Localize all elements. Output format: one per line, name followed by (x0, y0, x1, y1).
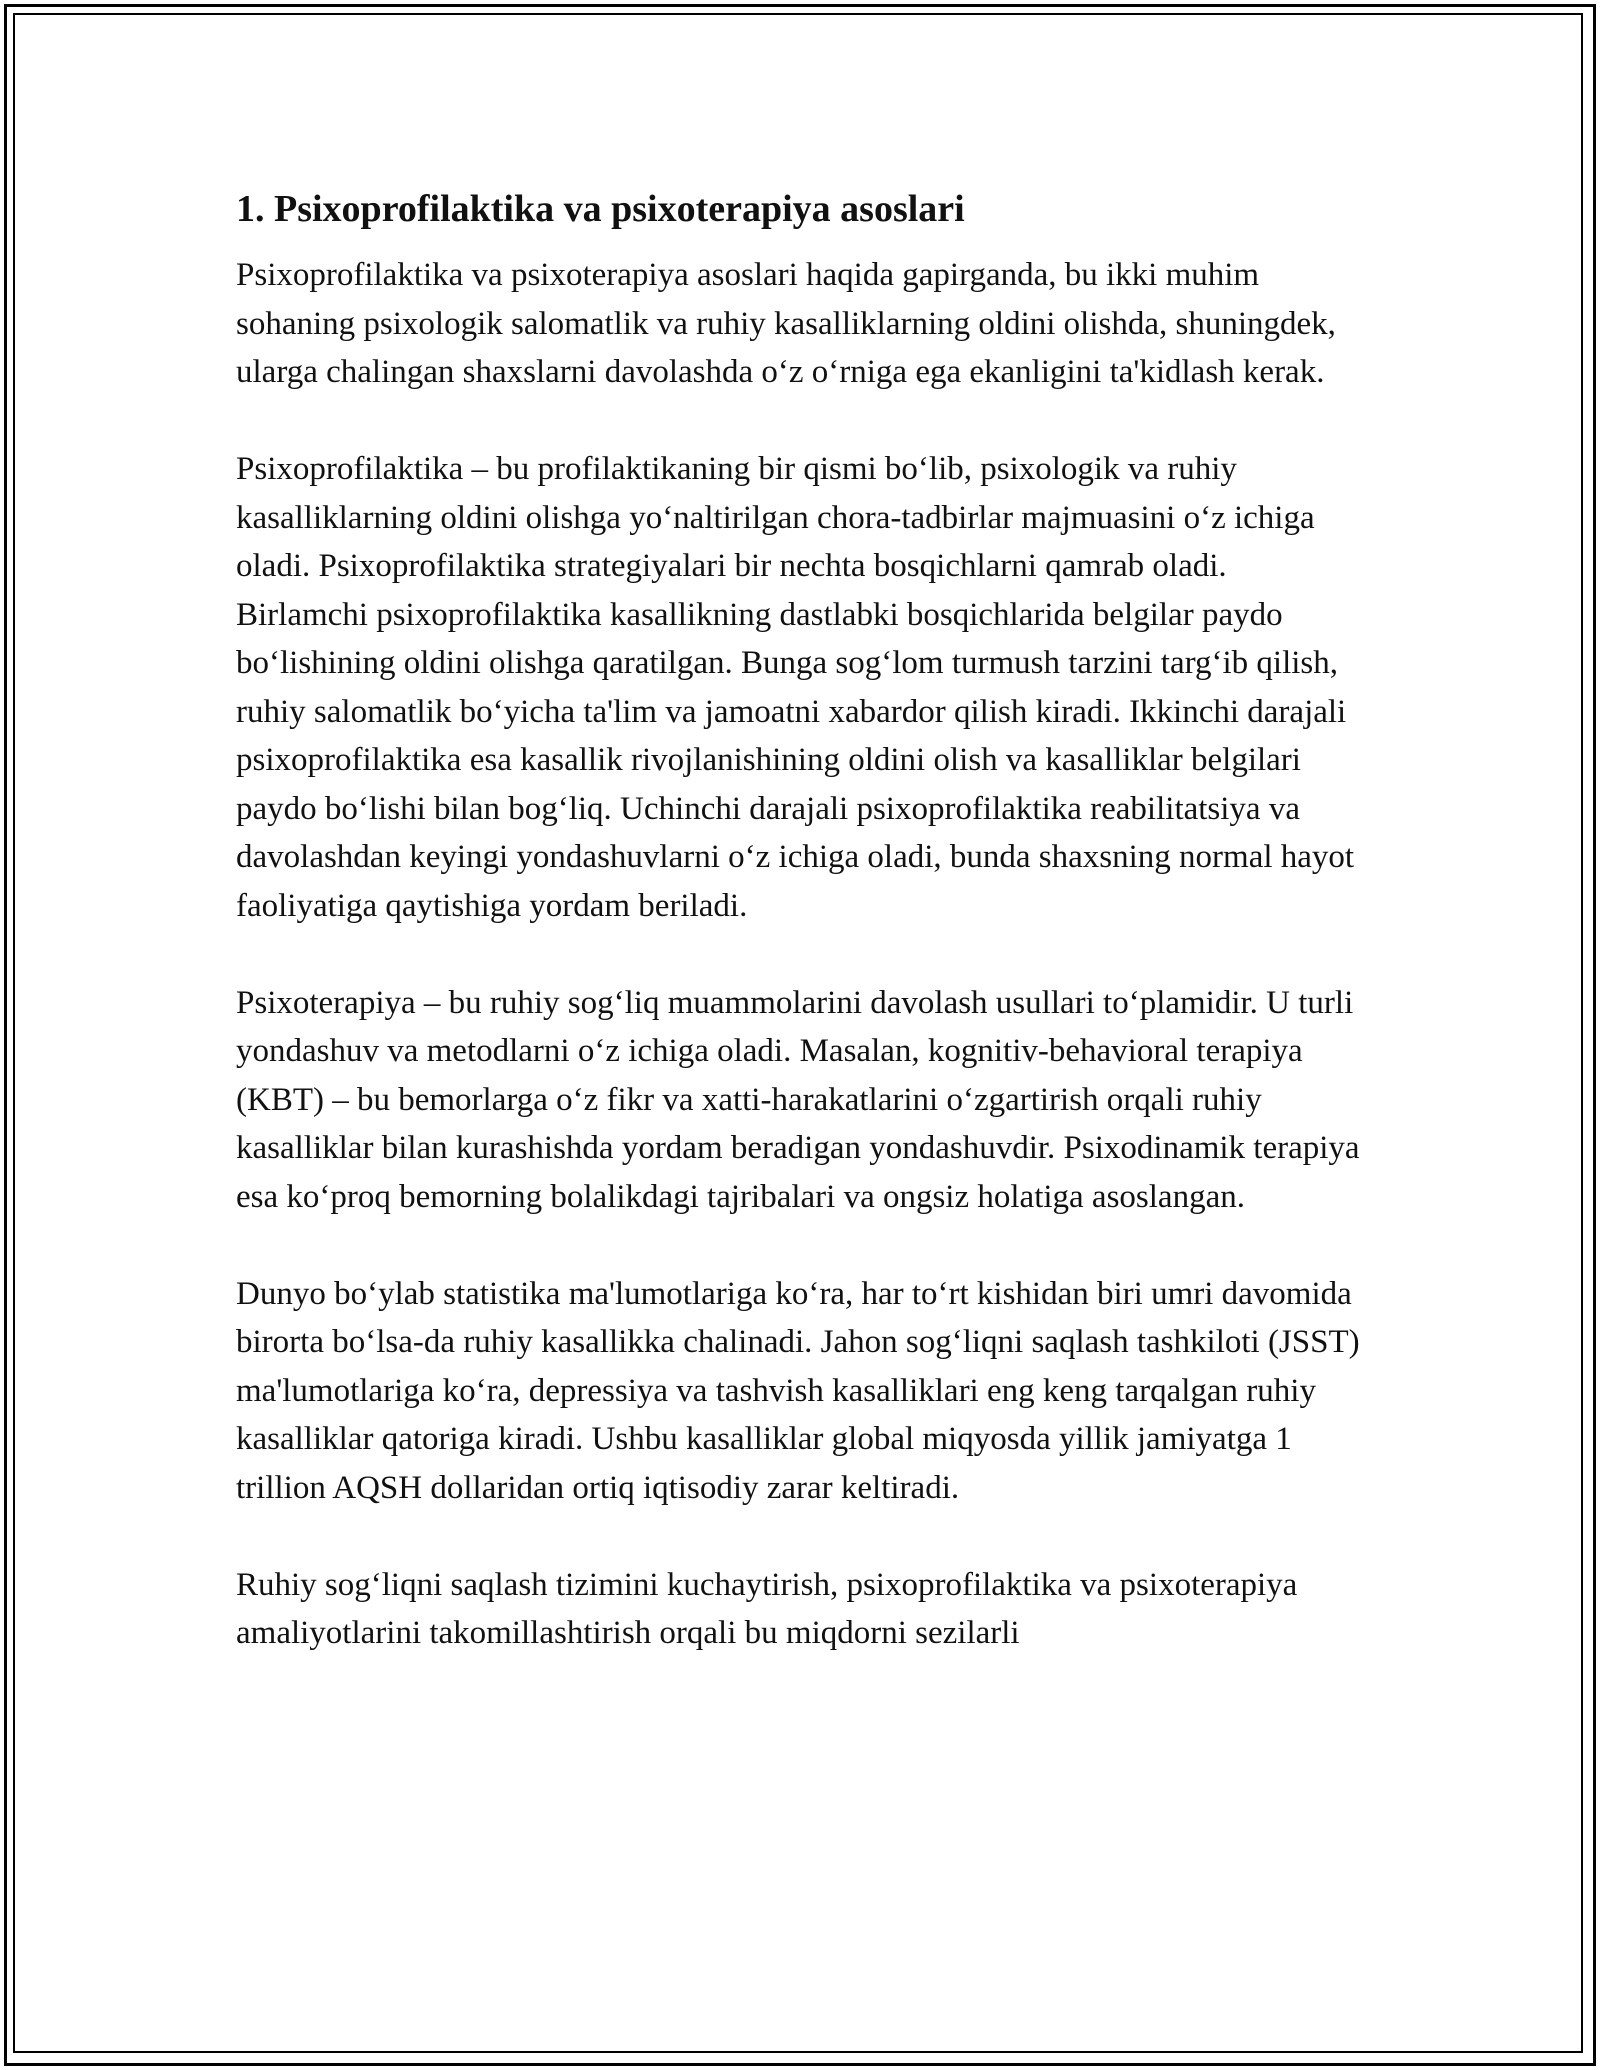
document-body (236, 185, 1366, 1706)
paragraph-statistics: Dunyo bo‘ylab statistika ma'lumotlariga ko‘ra, har to‘rt kishidan biri umri davomida birorta bo‘lsa-da ruhiy kasallikka chalinadi. Jahon sog‘liqni saqlash tashkiloti (JSST) ma'lumotlariga ko‘ra, depressiya va tashvish kasalliklari eng keng tarqalgan ruhiy kasalliklar qatoriga kiradi. Ushbu kasalliklar global miqyosda yillik jamiyatga 1 trillion AQSH dollaridan ortiq iqtisodiy zarar keltiradi. (236, 1275, 1360, 1506)
paragraph-intro: Psixoprofilaktika va psixoterapiya asoslari haqida gapirganda, bu ikki muhim sohaning psixologik salomatlik va ruhiy kasalliklarning oldini olishda, shuningdek, ularga chalingan shaxslarni davolashda o‘z o‘rniga ega ekanligini ta'kidlash kerak. (236, 257, 1336, 390)
paragraph-conclusion: Ruhiy sog‘liqni saqlash tizimini kuchaytirish, psixoprofilaktika va psixoterapiya amaliyotlarini takomillashtirish orqali bu miqdorni sezilarli (236, 1566, 1298, 1651)
section-heading: 1. Psixoprofilaktika va psixoterapiya asoslari (236, 188, 965, 230)
paragraph-psychoprophylaxis: Psixoprofilaktika – bu profilaktikaning bir qismi bo‘lib, psixologik va ruhiy kasalliklarning oldini olishga yo‘naltirilgan chora-tadbirlar majmuasini o‘z ichiga oladi. Psixoprofilaktika strategiyalari bir nechta bosqichlarni qamrab oladi. Birlamchi psixoprofilaktika kasallikning dastlabki bosqichlarida belgilar paydo bo‘lishining oldini olishga qaratilgan. Bunga sog‘lom turmush tarzini targ‘ib qilish, ruhiy salomatlik bo‘yicha ta'lim va jamoatni xabardor qilish kiradi. Ikkinchi darajali psixoprofilaktika esa kasallik rivojlanishining oldini olish va kasalliklar belgilari paydo bo‘lishi bilan bog‘liq. Uchinchi darajali psixoprofilaktika reabilitatsiya va davolashdan keyingi yondashuvlarni o‘z ichiga oladi, bunda shaxsning normal hayot faoliyatiga qaytishiga yordam beriladi. (236, 451, 1355, 924)
paragraph-psychotherapy: Psixoterapiya – bu ruhiy sog‘liq muammolarini davolash usullari to‘plamidir. U turli yondashuv va metodlarni o‘z ichiga oladi. Masalan, kognitiv-behavioral terapiya (KBT) – bu bemorlarga o‘z fikr va xatti-harakatlarini o‘zgartirish orqali ruhiy kasalliklar bilan kurashishda yordam beradigan yondashuvdir. Psixodinamik terapiya esa ko‘proq bemorning bolalikdagi tajribalari va ongsiz holatiga asoslangan. (236, 984, 1360, 1215)
